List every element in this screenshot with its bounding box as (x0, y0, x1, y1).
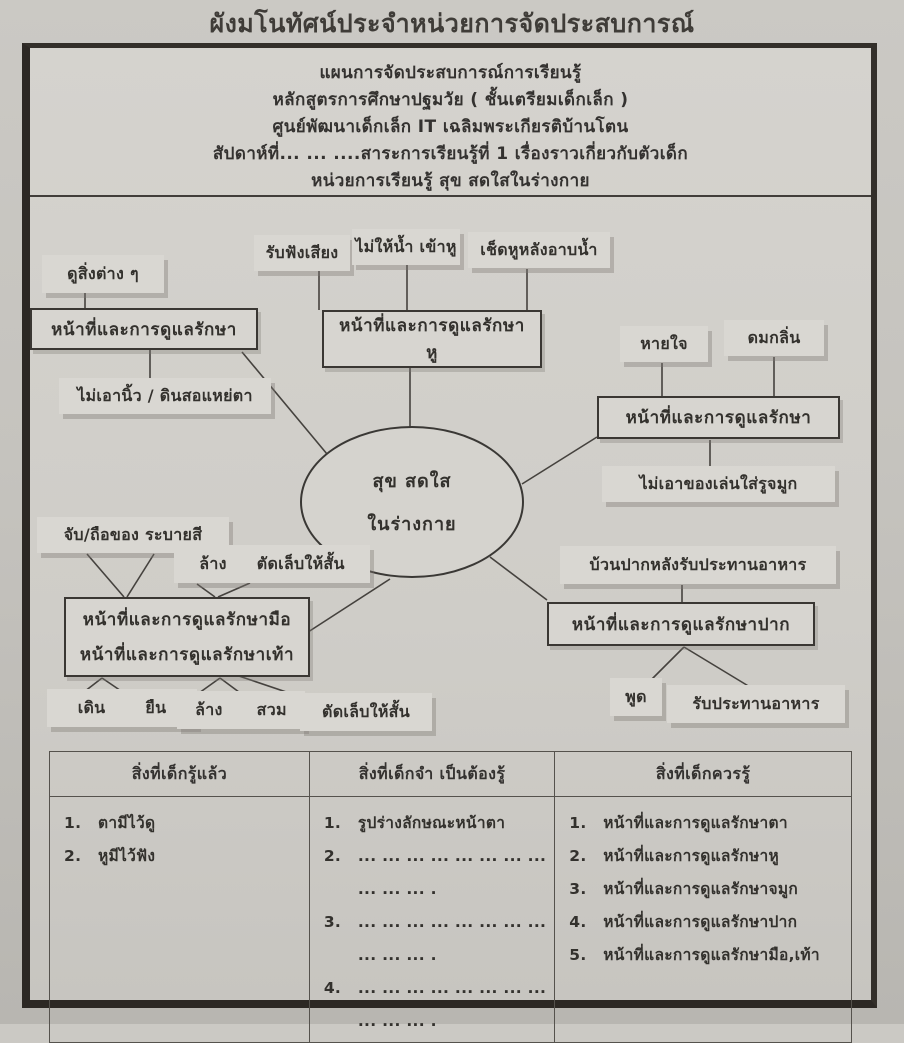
mouth-label-eat: รับประทานอาหาร (667, 685, 845, 723)
item-number: 2. (323, 847, 342, 865)
item-number: 2. (569, 847, 587, 865)
eye-main-box: หน้าที่และการดูแลรักษา (30, 308, 258, 350)
hands-label-hold-paint: จับ/ถือของ ระบายสี (37, 517, 229, 553)
eye-care-label: ไม่เอานิ้ว / ดินสอแหย่ตา (59, 378, 271, 414)
feet-label-wear: สวม (256, 699, 287, 719)
ear-main-line1: หน้าที่และการดูแลรักษา (339, 316, 525, 336)
knowledge-table-wrap (49, 751, 852, 1043)
item-text: หน้าที่และการดูแลรักษาจมูก (603, 880, 799, 898)
list-item (569, 807, 843, 840)
item-number: 4. (569, 913, 587, 931)
ear-label-listen: รับฟังเสียง (254, 235, 350, 271)
list-item (569, 840, 843, 873)
item-text: ... ... ... ... ... ... ... ... ... ... ... . (357, 847, 547, 898)
col-header-known: สิ่งที่เด็กรู้แล้ว (50, 752, 310, 797)
ear-label-wipe: เช็ดหูหลังอาบน้ำ (468, 232, 610, 268)
hands-feet-main-box (64, 597, 310, 677)
page-title: ผังมโนทัศน์ประจำหน่วยการจัดประสบการณ์ (209, 9, 695, 38)
item-text: หูมีไว้ฟัง (98, 847, 156, 865)
item-number: 1. (323, 814, 342, 832)
header-line-curriculum: หลักสูตรการศึกษาปฐมวัย ( ชั้นเตรียมเด็กเล็ก ) (272, 90, 629, 110)
central-topic-line1: สุข สดใส (372, 471, 452, 492)
eye-function-label: ดูสิ่งต่าง ๆ (42, 255, 164, 293)
item-number: 3. (323, 913, 342, 931)
feet-main-line: หน้าที่และการดูแลรักษาเท้า (79, 645, 295, 665)
concept-map (30, 197, 871, 743)
ear-label-no-water: ไม่ให้น้ำ เข้าหู (352, 229, 460, 265)
list-item (324, 972, 546, 1038)
list-item (324, 906, 546, 972)
must-know-cell (309, 797, 554, 1043)
header-line-week: สัปดาห์ที่... ... ....สาระการเรียนรู้ที่ 1 เรื่องราวเกี่ยวกับตัวเด็ก (212, 144, 689, 164)
hands-label-trim-nails: ตัดเล็บให้สั้น (256, 553, 345, 573)
table-body-row (50, 797, 852, 1043)
knowledge-table (49, 751, 852, 1043)
nose-label-breathe: หายใจ (620, 326, 708, 362)
should-know-cell (555, 797, 852, 1043)
mouth-main-box: หน้าที่และการดูแลรักษาปาก (547, 602, 815, 646)
item-text: ... ... ... ... ... ... ... ... ... ... ... . (357, 979, 547, 1030)
plan-header (30, 48, 871, 193)
header-line-center: ศูนย์พัฒนาเด็กเล็ก IT เฉลิมพระเกียรติบ้านโตน (272, 117, 629, 137)
list-item (569, 939, 843, 972)
list-item (64, 840, 301, 873)
item-number: 4. (323, 979, 342, 997)
item-number: 1. (569, 814, 587, 832)
hands-label-wash: ล้าง (199, 553, 227, 573)
item-number: 2. (64, 847, 82, 865)
nose-main-box: หน้าที่และการดูแลรักษา (597, 396, 840, 439)
feet-label-wash: ล้าง (195, 699, 223, 719)
hands-upper-label-strip (174, 545, 370, 583)
feet-lower-label-strip-2 (177, 691, 305, 729)
feet-lower-label-strip-1 (47, 689, 197, 727)
central-topic-line2: ในร่างกาย (367, 514, 457, 535)
item-text: รูปร่างลักษณะหน้าตา (357, 814, 506, 832)
feet-label-walk: เดิน (77, 697, 106, 717)
ear-main-box (322, 310, 542, 368)
list-item (324, 840, 546, 906)
header-line-plan: แผนการจัดประสบการณ์การเรียนรู้ (319, 63, 582, 83)
item-text: หน้าที่และการดูแลรักษามือ,เท้า (603, 946, 820, 964)
header-line-unit: หน่วยการเรียนรู้ สุข สดใสในร่างกาย (311, 171, 590, 191)
mouth-label-speak: พูด (610, 678, 662, 716)
item-number: 3. (569, 880, 587, 898)
item-number: 5. (569, 946, 587, 964)
item-text: หน้าที่และการดูแลรักษาปาก (603, 913, 798, 931)
list-item (64, 807, 301, 840)
nose-care-label: ไม่เอาของเล่นใส่รูจมูก (602, 466, 835, 502)
item-text: ตามีไว้ดู (98, 814, 156, 832)
list-item (569, 906, 843, 939)
item-text: ... ... ... ... ... ... ... ... ... ... ... . (357, 913, 547, 964)
known-cell (50, 797, 310, 1043)
item-text: หน้าที่และการดูแลรักษาตา (603, 814, 788, 832)
col-header-should-know: สิ่งที่เด็กควรรู้ (555, 752, 852, 797)
feet-label-stand: ยืน (145, 697, 167, 717)
hands-main-line: หน้าที่และการดูแลรักษามือ (82, 610, 292, 630)
feet-label-trim-nails: ตัดเล็บให้สั้น (300, 693, 432, 731)
ear-main-line2: หู (426, 343, 438, 363)
nose-label-smell: ดมกลิ่น (724, 320, 824, 356)
mouth-label-rinse: บ้วนปากหลังรับประทานอาหาร (560, 546, 836, 584)
table-header-row (50, 752, 852, 797)
col-header-must-know: สิ่งที่เด็กจำ เป็นต้องรู้ (309, 752, 554, 797)
item-number: 1. (64, 814, 82, 832)
item-text: หน้าที่และการดูแลรักษาหู (603, 847, 780, 865)
document-frame (22, 43, 877, 1030)
list-item (324, 807, 546, 840)
list-item (569, 873, 843, 906)
